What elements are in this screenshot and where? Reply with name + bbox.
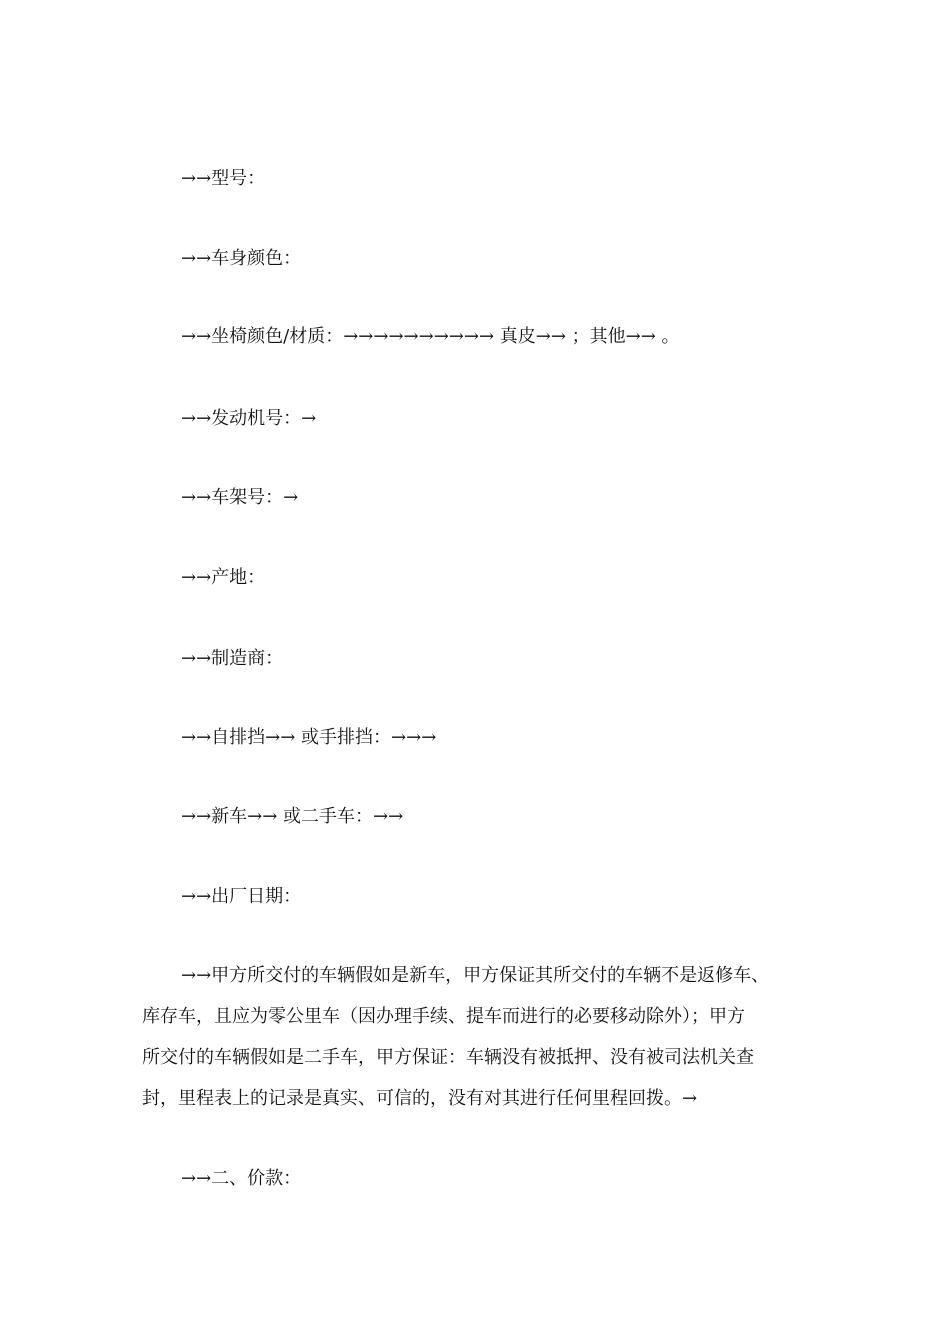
paragraph-line: 库存车，且应为零公里车（因办理手续、提车而进行的必要移动除外）；甲方	[142, 1006, 745, 1027]
vehicle-guarantee-paragraph	[142, 955, 822, 1119]
field-transmission: →→自排挡→→ 或手排挡：→→→	[181, 727, 437, 748]
field-manufacture-date: →→出厂日期：	[181, 886, 302, 907]
field-body-color: →→车身颜色：	[181, 248, 302, 269]
paragraph-line: 封，里程表上的记录是真实、可信的，没有对其进行任何里程回拨。→	[142, 1088, 698, 1109]
field-new-or-used: →→新车→→ 或二手车：→→	[181, 806, 404, 827]
field-frame-number: →→车架号：→	[181, 487, 299, 508]
field-manufacturer: →→制造商：	[181, 648, 284, 669]
field-engine-number: →→发动机号：→	[181, 408, 317, 429]
field-seat-color-material: →→坐椅颜色/材质：→→→→→→→→→→ 真皮→→ ；其他→→ 。	[181, 326, 680, 347]
field-model: →→型号：	[181, 168, 266, 189]
section-heading-price: →→二、价款：	[181, 1168, 302, 1189]
paragraph-line: →→甲方所交付的车辆假如是新车，甲方保证其所交付的车辆不是返修车、	[181, 965, 770, 986]
field-origin: →→产地：	[181, 567, 266, 588]
paragraph-line: 所交付的车辆假如是二手车，甲方保证：车辆没有被抵押、没有被司法机关查	[142, 1047, 754, 1068]
